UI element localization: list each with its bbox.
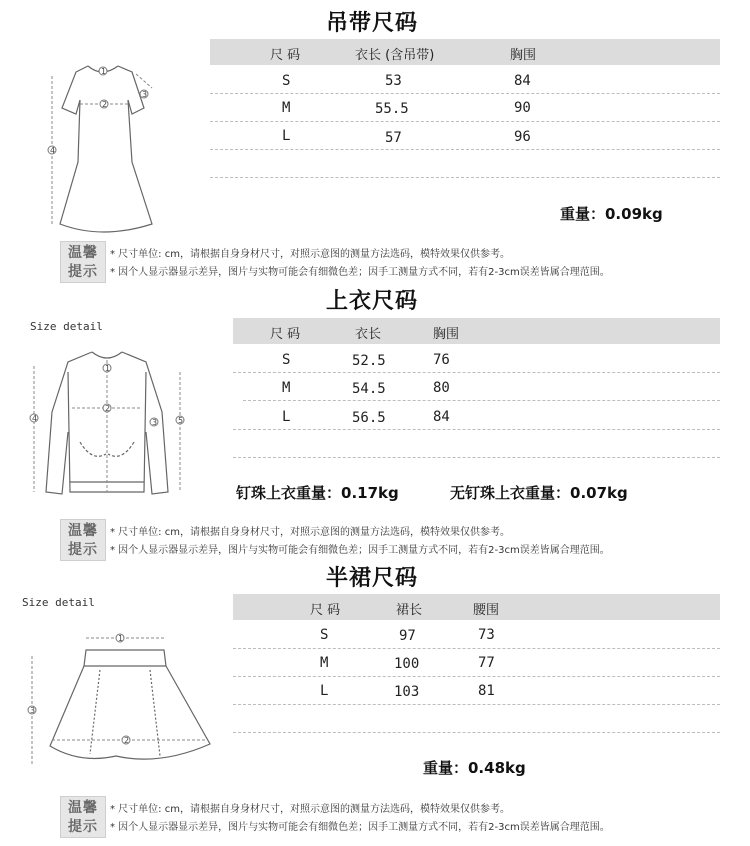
section2-weight-beaded: 钉珠上衣重量：0.17kg [236,484,399,502]
section1-row3-length: 57 [385,130,402,146]
section2-header-size: 尺 码 [270,327,301,342]
tips-line1: * 尺寸单位: cm，请根据自身身材尺寸，对照示意图的测量方法选码，模特效果仅供参考。 [110,527,510,538]
section1-header-size: 尺 码 [270,48,301,63]
section2-row1-bust: 76 [433,352,450,368]
section3-size-detail: Size detail [22,596,95,609]
section1-header-length: 衣长 (含吊带) [355,48,435,63]
dress-marker-3: 3 [142,90,148,99]
section3-row2-length: 100 [394,656,420,672]
section3-row1-waist: 73 [478,627,495,643]
section2-row-divider [233,372,720,373]
dress-illustration [40,52,170,252]
skirt-marker-3: 3 [30,706,36,715]
section2-row-divider [233,429,720,430]
section2-title: 上衣尺码 [326,289,419,314]
section3-header-waist: 腰围 [473,603,500,618]
section2-weight-plain: 无钉珠上衣重量：0.07kg [450,484,628,502]
skirt-marker-2: 2 [124,736,130,745]
section2-row1-size: S [282,352,291,368]
tips-box-line2: 提示 [68,264,98,280]
section3-row2-size: M [320,655,329,671]
skirt-marker-1: 1 [118,634,124,643]
section3-title: 半裙尺码 [326,566,419,591]
section3-row-divider [233,704,720,705]
tips-box-line2: 提示 [68,542,98,558]
section2-row-divider [233,457,720,458]
tips-line1: * 尺寸单位: cm，请根据自身身材尺寸，对照示意图的测量方法选码，模特效果仅供参考。 [110,249,510,260]
skirt-illustration [20,626,220,776]
section3-row2-waist: 77 [478,655,495,671]
section2-row-divider [243,400,720,401]
jacket-marker-5: 5 [178,416,184,425]
section2-header-length: 衣长 [355,327,382,342]
section1-row1-size: S [282,73,291,89]
section2-row2-size: M [282,380,291,396]
section1-row1-length: 53 [385,73,402,89]
tips-line2: * 因个人显示器显示差异，图片与实物可能会有细微色差；因手工测量方式不同，若有2-3cm误差皆属合理范围。 [110,267,610,278]
tips-line2: * 因个人显示器显示差异，图片与实物可能会有细微色差；因手工测量方式不同，若有2-3cm误差皆属合理范围。 [110,822,610,833]
section1-row-divider [210,93,720,94]
tips-line1: * 尺寸单位: cm，请根据自身身材尺寸，对照示意图的测量方法选码，模特效果仅供参考。 [110,804,510,815]
section1-row-divider [210,177,720,178]
jacket-marker-4: 4 [32,414,38,423]
section3-row3-waist: 81 [478,683,495,699]
tips-box-line1: 温馨 [68,523,98,539]
section3-row-divider [233,676,720,677]
tips-box-1 [60,241,106,283]
section1-title: 吊带尺码 [326,11,419,36]
section1-header-bust: 胸围 [510,48,537,63]
tips-line2: * 因个人显示器显示差异，图片与实物可能会有细微色差；因手工测量方式不同，若有2-3cm误差皆属合理范围。 [110,545,610,556]
tips-box-line2: 提示 [68,819,98,835]
section1-row3-size: L [282,128,291,144]
section3-header-length: 裙长 [396,603,423,618]
section3-weight: 重量：0.48kg [423,759,526,777]
tips-box-2 [60,519,106,561]
tips-box-3 [60,796,106,838]
section1-row2-length: 55.5 [375,101,409,117]
section1-row2-size: M [282,100,291,116]
section2-row3-bust: 84 [433,409,450,425]
section1-row2-bust: 90 [514,100,531,116]
section2-row3-length: 56.5 [352,410,386,426]
section3-row3-size: L [320,683,329,699]
section1-weight: 重量：0.09kg [560,205,663,223]
jacket-marker-2: 2 [105,404,111,413]
dress-marker-1: 1 [101,67,107,76]
jacket-marker-1: 1 [105,364,111,373]
section3-header-size: 尺 码 [310,603,341,618]
jacket-illustration [22,342,192,512]
section1-row3-bust: 96 [514,129,531,145]
section1-row-divider [210,121,720,122]
section3-row-divider [233,648,720,649]
jacket-marker-3: 3 [152,418,158,427]
section2-size-detail: Size detail [30,320,103,333]
tips-box-line1: 温馨 [68,245,98,261]
section3-row1-length: 97 [399,628,416,644]
section2-table-header [233,318,720,344]
section3-row1-size: S [320,627,329,643]
section2-row3-size: L [282,409,291,425]
section1-row-divider [210,149,720,150]
section2-header-bust: 胸围 [433,327,460,342]
section3-row3-length: 103 [394,684,420,700]
section3-row-divider [233,732,720,733]
section2-row1-length: 52.5 [352,353,386,369]
section1-row1-bust: 84 [514,73,531,89]
dress-marker-4: 4 [50,146,56,155]
tips-box-line1: 温馨 [68,800,98,816]
dress-marker-2: 2 [102,100,108,109]
section2-row2-bust: 80 [433,380,450,396]
section2-row2-length: 54.5 [352,381,386,397]
